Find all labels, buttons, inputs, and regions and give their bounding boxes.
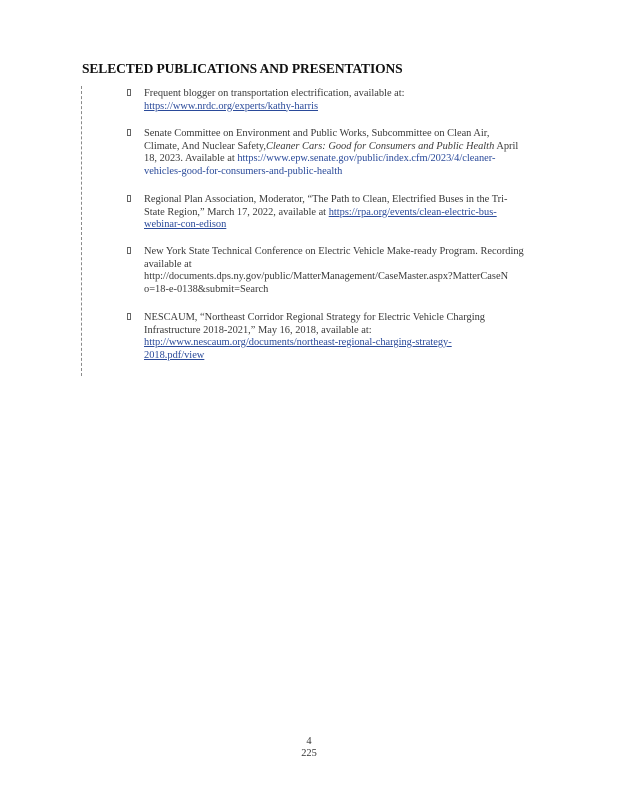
publication-text: [144, 194, 534, 232]
document-page-number: 225: [301, 748, 317, 759]
publication-link[interactable]: https://www.epw.senate.gov/public/index.cfm/2023/4/cleaner-: [237, 153, 496, 164]
publication-link[interactable]: http://documents.dps.ny.gov/public/MatterManagement/CaseMaster.aspx?MatterCaseN: [144, 271, 509, 282]
publication-line: NESCAUM, “Northeast Corridor Regional Strategy for Electric Vehicle Charging: [144, 312, 485, 323]
bullet-icon: [127, 129, 131, 136]
publication-title: Cleaner Cars: Good for Consumers and Public Health: [265, 140, 495, 152]
bullet-icon: [127, 247, 131, 254]
publication-line: available at: [144, 258, 192, 270]
publication-line: Regional Plan Association, Moderator, “The Path to Clean, Electrified Buses in the Tri-: [144, 194, 508, 205]
publication-link[interactable]: https://rpa.org/events/clean-electric-bus-: [328, 206, 497, 218]
publication-line: Climate, And Nuclear Safety,: [144, 140, 266, 152]
publication-text: [144, 88, 534, 113]
publication-link-continued[interactable]: 2018.pdf/view: [144, 349, 205, 361]
publication-link[interactable]: http://www.nescaum.org/documents/northeast-regional-charging-strategy-: [144, 337, 452, 348]
publication-line: Frequent blogger on transportation electrification, available at:: [144, 88, 405, 99]
page-number: 4: [306, 736, 312, 747]
publication-link-continued[interactable]: o=18-e-0138&submit=Search: [144, 283, 269, 295]
publication-link-continued[interactable]: vehicles-good-for-consumers-and-public-health: [144, 165, 343, 177]
publication-line: State Region,” March 17, 2022, available at: [144, 206, 327, 218]
publication-text: [144, 128, 534, 178]
bullet-icon: [127, 89, 131, 96]
section-heading: SELECTED PUBLICATIONS AND PRESENTATIONS: [82, 61, 403, 76]
publication-line: New York State Technical Conference on Electric Vehicle Make-ready Program. Recording: [144, 246, 524, 257]
publication-text: [144, 312, 534, 362]
bullet-icon: [127, 195, 131, 202]
publication-link-continued[interactable]: webinar-con-edison: [144, 219, 227, 230]
publication-link[interactable]: https://www.nrdc.org/experts/kathy-harris: [144, 100, 319, 112]
publication-line: Senate Committee on Environment and Public Works, Subcommittee on Clean Air,: [144, 128, 490, 139]
publication-date: April: [496, 140, 519, 152]
bullet-icon: [127, 313, 131, 320]
publication-line: Infrastructure 2018-2021,” May 16, 2018, available at:: [144, 324, 372, 336]
publication-text: [144, 246, 534, 296]
publication-line: 18, 2023. Available at: [144, 153, 235, 164]
